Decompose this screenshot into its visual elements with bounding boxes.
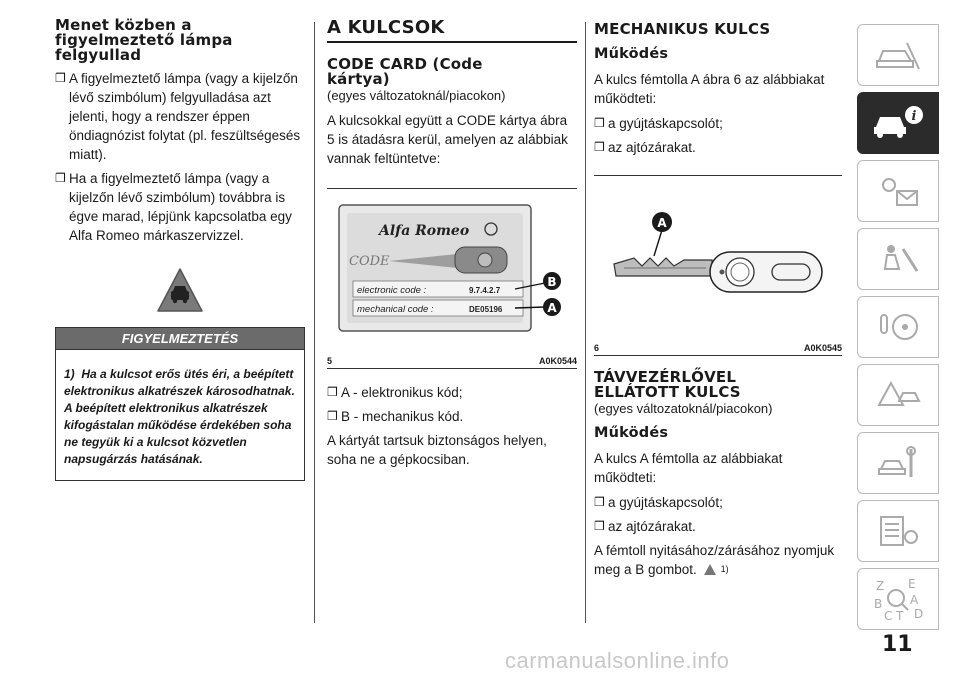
list-item bbox=[594, 138, 842, 157]
marker-a-label: A bbox=[547, 301, 557, 315]
page-number: 11 bbox=[882, 632, 913, 657]
column-divider bbox=[314, 22, 315, 623]
figure-caption bbox=[327, 354, 577, 368]
subsection-heading: Működés bbox=[594, 46, 669, 62]
tab-car-info[interactable] bbox=[857, 92, 939, 154]
bullet-text: a gyújtáskapcsolót; bbox=[608, 116, 723, 131]
maintenance-icon bbox=[873, 443, 923, 483]
list-item bbox=[55, 69, 305, 164]
warning-small-icon bbox=[703, 563, 717, 576]
tab-airbag[interactable] bbox=[857, 228, 939, 290]
figure-code: A0K0544 bbox=[538, 356, 577, 366]
column-divider bbox=[585, 22, 586, 623]
svg-text:Z: Z bbox=[876, 579, 885, 593]
key-steering-icon bbox=[873, 307, 923, 347]
warning-text: Ha a kulcsot erős ütés éri, a beépített elektronikus alkatrészek károsodhatnak. A beépített elektronikus alkatrészek kifogástalan működése érdekében soha ne tegyük ki a kulcsot közvetlen napsugárzás hatásának. bbox=[64, 367, 295, 466]
mechanical-value: DE05196 bbox=[469, 305, 503, 314]
electronic-label: electronic code : bbox=[357, 285, 427, 296]
warning-title: FIGYELMEZTETÉS bbox=[55, 327, 305, 350]
column-1 bbox=[55, 18, 305, 481]
list-item bbox=[55, 169, 305, 245]
bullet-text: az ajtózárakat. bbox=[608, 140, 696, 155]
figure-5 bbox=[327, 188, 577, 369]
column-3 bbox=[594, 18, 842, 585]
tab-maintenance[interactable] bbox=[857, 432, 939, 494]
subsection-heading: CODE CARD (Code kártya) bbox=[327, 55, 483, 88]
list-item bbox=[327, 383, 577, 402]
checkbox-bullet-icon: ❒ bbox=[594, 495, 605, 509]
svg-text:C: C bbox=[884, 609, 893, 622]
paragraph: A kulcs fémtolla A ábra 6 az alábbiakat működteti: bbox=[594, 72, 825, 106]
checkbox-bullet-icon: ❒ bbox=[327, 409, 338, 423]
variant-note: (egyes változatoknál/piacokon) bbox=[594, 401, 773, 416]
tab-key-steering[interactable] bbox=[857, 296, 939, 358]
variant-note: (egyes változatoknál/piacokon) bbox=[327, 88, 506, 103]
bullet-text: Ha a figyelmeztető lámpa (vagy a kijelzőn lévő szimbólum) továbbra is égve marad, lépjünk kapcsolatba egy Alfa Romeo márkaszervizzel. bbox=[69, 171, 292, 243]
checkbox-bullet-icon: ❒ bbox=[55, 171, 66, 185]
note-reference[interactable]: 1) bbox=[720, 564, 729, 574]
mechanical-label: mechanical code : bbox=[357, 304, 434, 315]
warning-box bbox=[55, 350, 305, 481]
tab-warning-lights[interactable] bbox=[857, 160, 939, 222]
section-heading: MECHANIKUS KULCS bbox=[594, 20, 771, 38]
bullet-text: A - elektronikus kód; bbox=[341, 385, 463, 400]
car-info-icon bbox=[870, 103, 926, 143]
svg-text:D: D bbox=[914, 607, 924, 621]
svg-text:B: B bbox=[874, 597, 883, 611]
tab-breakdown[interactable] bbox=[857, 364, 939, 426]
car-damage-icon bbox=[873, 35, 923, 75]
figure-6 bbox=[594, 175, 842, 356]
subsection-heading: Működés bbox=[594, 425, 669, 441]
watermark: carmanualsonline.info bbox=[505, 648, 730, 673]
index-icon bbox=[870, 576, 926, 622]
bullet-text: A figyelmeztető lámpa (vagy a kijelzőn lévő szimbólum) felgyulladása azt jelenti, hogy a rendszer éppen öndiagnózist folytat (pl. feszültségesés miatt). bbox=[69, 71, 301, 162]
specifications-icon bbox=[873, 511, 923, 551]
mechanical-key-illustration bbox=[594, 176, 842, 336]
svg-text:A: A bbox=[910, 593, 919, 607]
paragraph-text: A fémtoll nyitásához/zárásához nyomjuk meg a B gombot. bbox=[594, 543, 835, 577]
airbag-seat-icon bbox=[873, 239, 923, 279]
list-item bbox=[327, 407, 577, 426]
paragraph: A kulcs A fémtolla az alábbiakat működteti: bbox=[594, 451, 783, 485]
tab-index[interactable] bbox=[857, 568, 939, 630]
checkbox-bullet-icon: ❒ bbox=[55, 71, 66, 85]
code-card-illustration bbox=[327, 189, 577, 349]
svg-text:T: T bbox=[896, 609, 904, 622]
warning-triangle-icon bbox=[55, 267, 305, 313]
paragraph: A kártyát tartsuk biztonságos helyen, soha ne a gépkocsiban. bbox=[327, 433, 547, 467]
warning-lights-icon bbox=[873, 171, 923, 211]
checkbox-bullet-icon: ❒ bbox=[327, 385, 338, 399]
page-title: A KULCSOK bbox=[327, 17, 445, 38]
figure-number: 5 bbox=[327, 356, 333, 366]
checkbox-bullet-icon: ❒ bbox=[594, 140, 605, 154]
column-2 bbox=[327, 18, 577, 475]
electronic-value: 9.7.4.2.7 bbox=[469, 286, 501, 295]
svg-text:i: i bbox=[911, 109, 917, 124]
checkbox-bullet-icon: ❒ bbox=[594, 519, 605, 533]
warning-number: 1) bbox=[64, 367, 75, 381]
title-rule bbox=[327, 41, 577, 43]
checkbox-bullet-icon: ❒ bbox=[594, 116, 605, 130]
chapter-tabs bbox=[857, 24, 937, 636]
card-brand: Alfa Romeo bbox=[379, 223, 470, 239]
figure-number: 6 bbox=[594, 343, 600, 353]
marker-b-label: B bbox=[547, 275, 557, 289]
card-code-label: CODE bbox=[349, 254, 390, 269]
bullet-text: az ajtózárakat. bbox=[608, 519, 696, 534]
bullet-text: B - mechanikus kód. bbox=[341, 409, 464, 424]
breakdown-icon bbox=[873, 375, 923, 415]
bullet-text: a gyújtáskapcsolót; bbox=[608, 495, 723, 510]
figure-code: A0K0545 bbox=[803, 343, 842, 353]
section-heading: TÁVVEZÉRLŐVEL ELLÁTOTT KULCS bbox=[594, 368, 741, 401]
marker-a-label: A bbox=[657, 216, 667, 230]
list-item bbox=[594, 517, 842, 536]
paragraph: A kulcsokkal együtt a CODE kártya ábra 5 is átadásra kerül, amelyen az alábbiak vannak feltüntetve: bbox=[327, 113, 568, 166]
tab-car-damage[interactable] bbox=[857, 24, 939, 86]
tab-specifications[interactable] bbox=[857, 500, 939, 562]
list-item bbox=[594, 493, 842, 512]
paragraph bbox=[594, 541, 842, 579]
figure-caption bbox=[594, 341, 842, 355]
svg-text:E: E bbox=[908, 577, 916, 591]
list-item bbox=[594, 114, 842, 133]
section-heading: Menet közben a figyelmeztető lámpa felgyullad bbox=[55, 16, 233, 64]
